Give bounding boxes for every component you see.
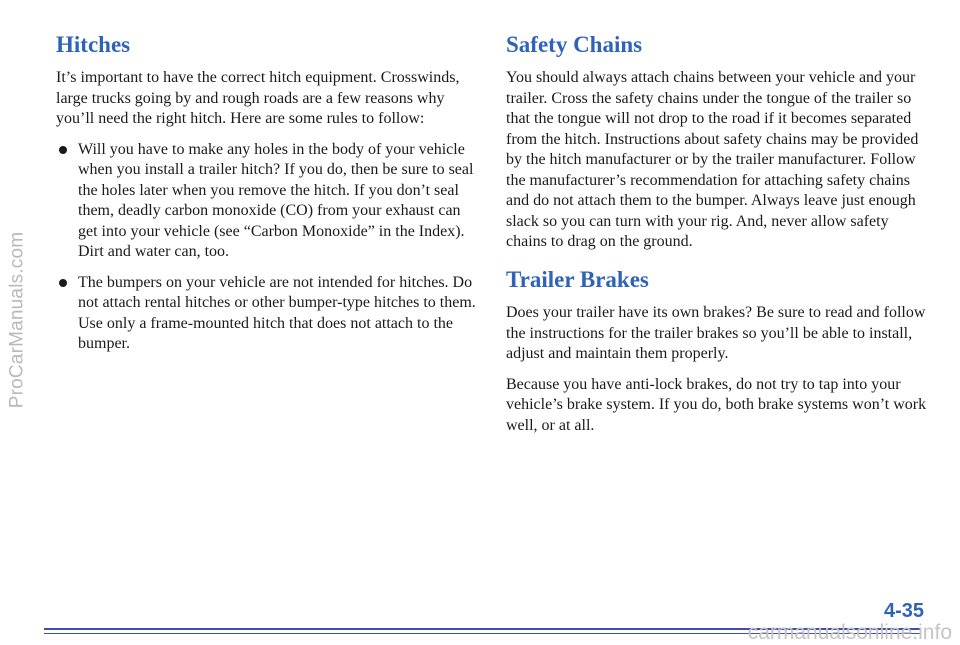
chains-brakes-section	[506, 32, 931, 446]
bullet-icon	[59, 146, 67, 154]
anti-lock-brakes-text: Because you have anti-lock brakes, do not try to tap into your vehicle’s brake system. If you do, both brake systems won’t work well, or at all.	[506, 375, 927, 434]
side-watermark	[2, 40, 32, 600]
hitch-rule-text: The bumpers on your vehicle are not intended for hitches. Do not attach rental hitches or other bumper-type hitches to them. Use only a frame-mounted hitch that does not attach to the bumper.	[78, 273, 476, 353]
hitch-rule-text: Will you have to make any holes in the body of your vehicle when you install a trailer hitch? If you do, then be sure to seal the holes later when you remove the hitch. If you don’t seal them, deadly carbon monoxide (CO) from your exhaust can get into your vehicle (see “Carbon Monoxide” in the Index). Dirt and water can, too.	[78, 140, 474, 261]
hitches-intro: It’s important to have the correct hitch equipment. Crosswinds, large trucks going by and rough roads are a few reasons why you’ll need the right hitch. Here are some rules to follow:	[56, 69, 460, 128]
safety-chains-text: You should always attach chains between your vehicle and your trailer. Cross the safety chains under the tongue of the trailer so that the tongue will not drop to the road if it becomes separated from the hitch. Instructions about safety chains may be provided by the hitch manufacturer or by the trailer manufacturer. Follow the manufacturer’s recommendation for attaching safety chains and do not attach them to the bumper. Always leave just enough slack so you can turn with your rig. And, never allow safety chains to drag on the ground.	[506, 69, 919, 251]
hitch-rule-item	[56, 273, 476, 355]
trailer-brakes-text: Does your trailer have its own brakes? Be sure to read and follow the instructions for the trailer brakes so you’ll be able to install, adjust and maintain them properly.	[506, 304, 926, 363]
side-watermark-text: ProCarManuals.com	[6, 231, 28, 409]
bottom-watermark: carmanualsonline.info	[747, 621, 952, 644]
safety-chains-heading: Safety Chains	[506, 32, 643, 57]
trailer-brakes-heading: Trailer Brakes	[506, 266, 649, 292]
hitch-rule-item	[56, 140, 476, 263]
hitch-rules-list	[56, 140, 476, 355]
page-number: 4-35	[883, 600, 924, 622]
hitches-section	[56, 32, 476, 365]
bullet-icon	[59, 279, 67, 287]
hitches-heading: Hitches	[56, 32, 131, 57]
